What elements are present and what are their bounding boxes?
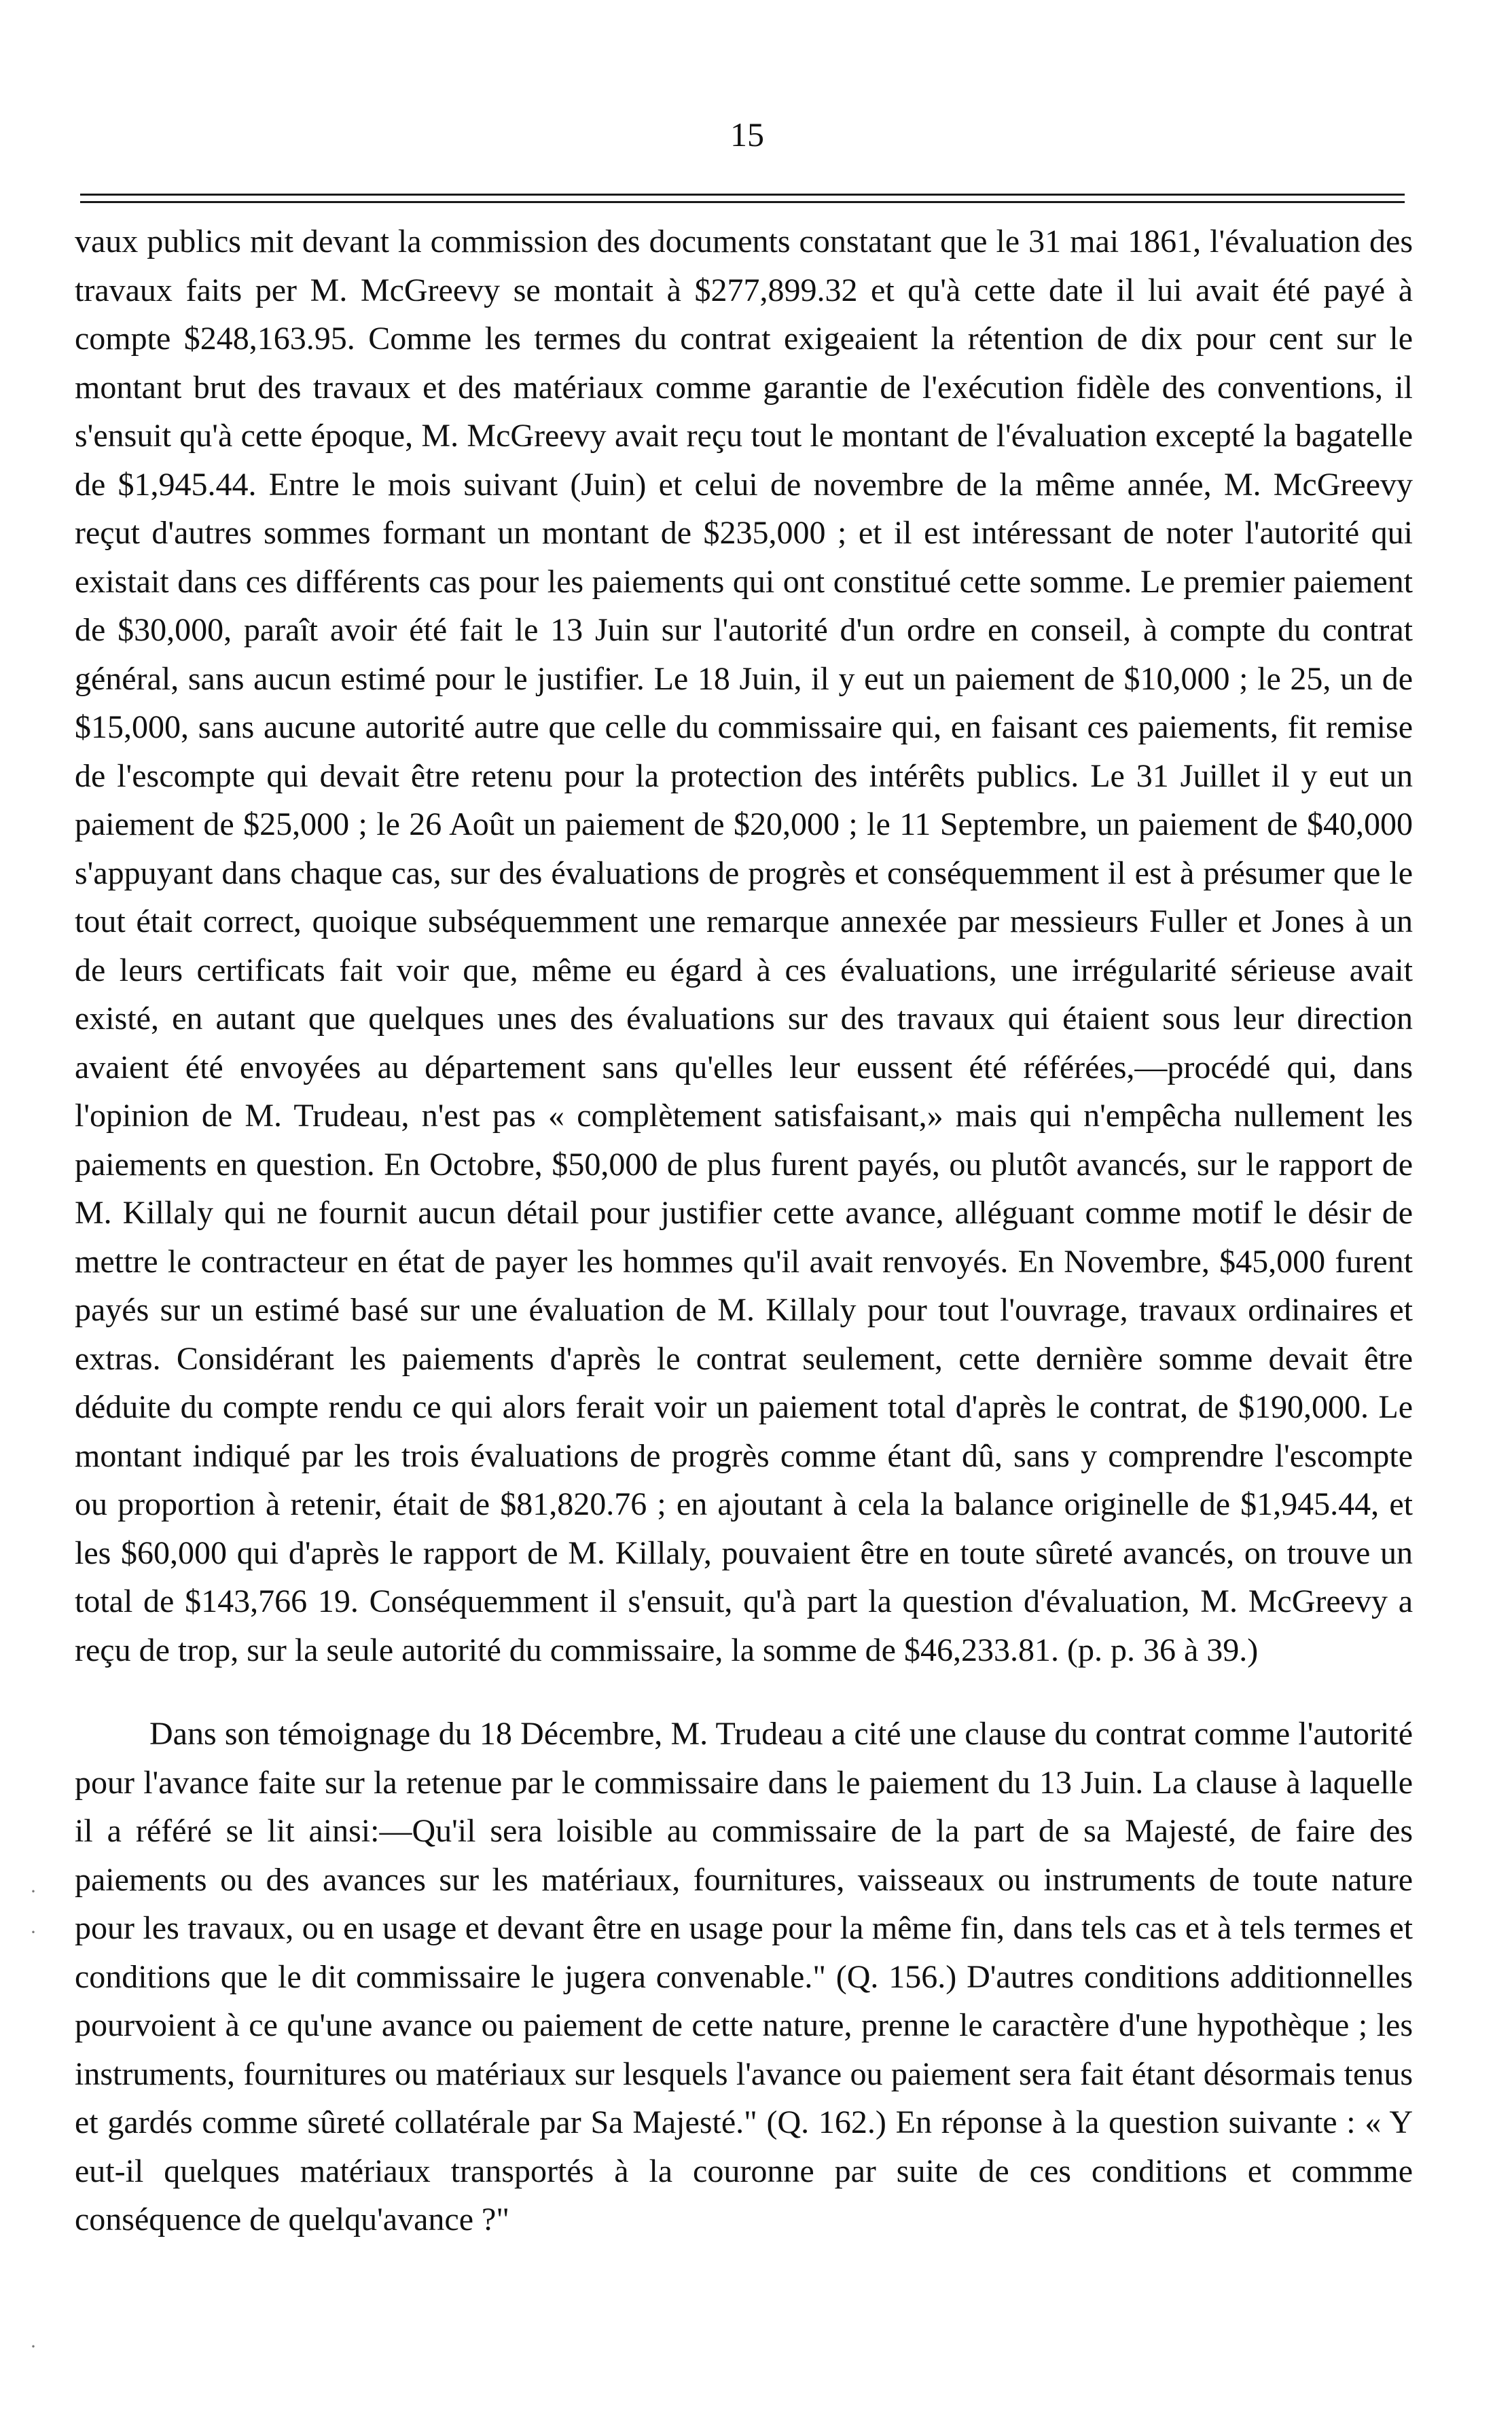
paragraph-1: vaux publics mit devant la commission des documents constatant que le 31 mai 1861, l'évaluation des travaux faits per M. McGreevy se montait à $277,899.32 et qu'à cette date il lui avait été payé à compte $248,163.95. Comme les termes du contrat exigeaient la rétention de dix pour cent sur le montant brut des travaux et des matériaux comme garantie de l'exécution fidèle des conventions, il s'ensuit qu'à cette époque, M. McGreevy avait reçu tout le montant de l'évaluation excepté la bagatelle de $1,945.44. Entre le mois suivant (Juin) et celui de novembre de la même année, M. McGreevy reçut d'autres sommes formant un montant de $235,000 ; et il est intéressant de noter l'autorité qui existait dans ces différents cas pour les paiements qui ont constitué cette somme. Le premier paiement de $30,000, paraît avoir été fait le 13 Juin sur l'autorité d'un ordre en conseil, à compte du contrat général, sans aucun estimé pour le justifier. Le 18 Juin, il y eut un paiement de $10,000 ; le 25, un de $15,000, sans aucune autorité autre que celle du commissaire qui, en faisant ces paiements, fit remise de l'escompte qui devait être retenu pour la protection des intérêts publics. Le 31 Juillet il y eut un paiement de $25,000 ; le 26 Août un paiement de $20,000 ; le 11 Septembre, un paiement de $40,000 s'appuyant dans chaque cas, sur des évaluations de progrès et conséquemment il est à présumer que le tout était correct, quoique subséquemment une remarque annexée par messieurs Fuller et Jones à un de leurs certificats fait voir que, même eu égard à ces évaluations, une irrégularité sérieuse avait existé, en autant que quelques unes des évaluations sur des travaux qui étaient sous leur direction avaient été envoyées au département sans qu'elles leur eussent été référées,—procédé qui, dans l'opinion de M. Trudeau, n'est pas « complètement satisfaisant,» mais qui n'empêcha nullement les paiements en question. En Octobre, $50,000 de plus furent payés, ou plutôt avancés, sur le rapport de M. Killaly qui ne fournit aucun détail pour justifier cette avance, alléguant comme motif le désir de mettre le contracteur en état de payer les hommes qu'il avait renvoyés. En Novembre, $45,000 furent payés sur un estimé basé sur une évaluation de M. Killaly pour tout l'ouvrage, travaux ordinaires et extras. Considérant les paiements d'après le contrat seulement, cette dernière somme devait être déduite du compte rendu ce qui alors ferait voir un paiement total d'après le contrat, de $190,000. Le montant indiqué par les trois évaluations de progrès comme étant dû, sans y comprendre l'escompte ou proportion à retenir, était de $81,820.76 ; en ajoutant à cela la balance originelle de $1,945.44, et les $60,000 qui d'après le rapport de M. Killaly, pouvaient être en toute sûreté avancés, on trouve un total de $143,766 19. Conséquemment il s'ensuit, qu'à part la question d'évaluation, M. McGreevy a reçu de trop, sur la seule autorité du commissaire, la somme de $46,233.81. (p. p. 36 à 39.) (75, 223, 1413, 1668)
header-rule-top (80, 194, 1405, 196)
page-number: 15 (730, 115, 764, 154)
margin-dot-mark: · (30, 1921, 37, 1943)
header-rule-bottom (80, 201, 1405, 203)
margin-dot-mark: · (30, 2335, 37, 2358)
margin-dot-mark: · (30, 1880, 37, 1903)
paragraph-2: Dans son témoignage du 18 Décembre, M. Trudeau a cité une clause du contrat comme l'autorité pour l'avance faite sur la retenue par le commissaire dans le paiement du 13 Juin. La clause à laquelle il a référé se lit ainsi:—Qu'il sera loisible au commissaire de la part de sa Majesté, de faire des paiements ou des avances sur les matériaux, fournitures, vaisseaux ou instruments de toute nature pour les travaux, ou en usage et devant être en usage pour la même fin, dans tels cas et à tels termes et conditions que le dit commissaire le jugera convenable." (Q. 156.) D'autres conditions additionnelles pourvoient à ce qu'une avance ou paiement de cette nature, prenne le caractère d'une hypothèque ; les instruments, fournitures ou matériaux sur lesquels l'avance ou paiement sera fait étant désormais tenus et gardés comme sûreté collatérale par Sa Majesté." (Q. 162.) En réponse à la question suivante : « Y eut-il quelques matériaux transportés à la couronne par suite de ces conditions et commme conséquence de quelqu'avance ?" (75, 1716, 1413, 2237)
body-text (75, 217, 1413, 2244)
